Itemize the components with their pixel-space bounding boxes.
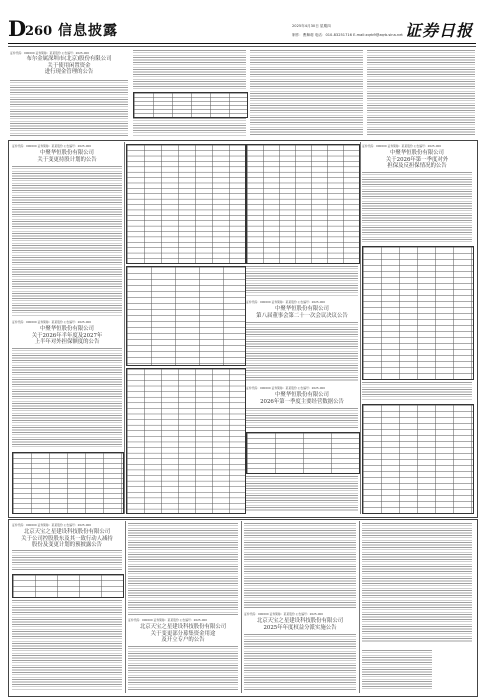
- article-body: [246, 266, 358, 296]
- column-divider: [241, 521, 242, 693]
- article-body: [246, 322, 358, 382]
- data-table: [246, 144, 360, 264]
- column-divider: [124, 142, 125, 514]
- article-body: [244, 634, 356, 690]
- article-body: [128, 646, 238, 690]
- article-title: 中聚华恒股份有限公司 关于2026年第一季度对外 担保及反担保情况的公告: [385, 150, 449, 170]
- article-title: 中聚华恒股份有限公司 关于变更持股计划的公告: [37, 150, 97, 163]
- article-title: 北京天宝之星建设科技股份有限公司 关于变更部分募集资金用途 及开立专户的公告: [139, 624, 227, 644]
- column-divider: [125, 521, 126, 693]
- article-body: [12, 550, 122, 570]
- article-body: [362, 650, 432, 690]
- stock-code: 证券代码：000000 证券简称：某某股份 公告编号：2025-000: [10, 51, 90, 55]
- article-body: [244, 523, 356, 609]
- stock-code: 证券代码：000000 证券简称：某某股份 公告编号：2025-000: [362, 144, 442, 148]
- column-divider: [360, 142, 361, 514]
- issue-date: 2025年4月30日 星期四: [292, 24, 331, 28]
- article-body: [246, 476, 358, 512]
- article-body: [362, 382, 472, 400]
- newspaper-logo: 证券日报: [405, 21, 474, 40]
- data-table: [12, 452, 124, 514]
- stock-code: 证券代码：000000 证券简称：某某股份 公告编号：2025-000: [12, 320, 92, 324]
- article-body: [367, 50, 475, 136]
- page-number: 260: [25, 24, 53, 39]
- stock-code: 证券代码：000000 证券简称：某某股份 公告编号：2025-000: [246, 386, 326, 390]
- article-body: [362, 172, 472, 242]
- article-title: 中聚华恒股份有限公司 2026年第一季度主要经营数据公告: [260, 392, 344, 405]
- stock-code: 证券代码：000000 证券简称：某某股份 公告编号：2025-000: [246, 300, 326, 304]
- article-body: [133, 50, 246, 90]
- article-body: [362, 523, 472, 643]
- data-table: [362, 246, 474, 380]
- editor-contact: 制作：曹舞莉 电话：010-83251716 E-mail:zqrb9@zqrb.sina.net: [292, 33, 403, 37]
- article-body: [12, 600, 122, 690]
- article-body: [246, 408, 358, 428]
- data-table: [12, 574, 124, 598]
- top-section: [8, 48, 476, 138]
- article-title: 布尔金属深圳市(北京)股份有限公司 关于使用闲置资金 进行现金管理的公告: [26, 56, 112, 76]
- article-body: [250, 50, 363, 136]
- data-table: [362, 404, 474, 514]
- stock-code: 证券代码：000000 证券简称：某某股份 公告编号：2025-000: [12, 523, 92, 527]
- header-rule-thin: [8, 46, 476, 47]
- data-table: [246, 432, 360, 474]
- data-table: [133, 92, 248, 118]
- stock-code: 证券代码：000000 证券简称：某某股份 公告编号：2025-000: [244, 612, 324, 616]
- data-table: [126, 368, 246, 514]
- article-title: 北京天宝之星建设科技股份有限公司 2025年年度权益分派实施公告: [256, 618, 344, 631]
- data-table: [126, 144, 246, 264]
- column-divider: [359, 521, 360, 693]
- data-table: [126, 266, 246, 366]
- section-letter: D: [8, 16, 27, 41]
- header-rule: [8, 43, 476, 44]
- article-title: 中聚华恒股份有限公司 关于2026年半年度及2027年 上半年对外担保额度的公告: [31, 326, 103, 346]
- article-title: 北京天宝之星建设科技股份有限公司 关于公司控股股东及其一致行动人减持 股份及变更计划的预披露公告: [21, 529, 113, 549]
- article-body: [10, 80, 128, 136]
- article-body: [12, 348, 122, 448]
- article-body: [12, 166, 122, 316]
- article-body: [133, 118, 246, 136]
- article-title: 中聚华恒股份有限公司 第八届董事会第二十一次会议决议公告: [256, 306, 348, 319]
- stock-code: 证券代码：000000 证券简称：某某股份 公告编号：2025-000: [12, 144, 92, 148]
- stock-code: 证券代码：000000 证券简称：某某股份 公告编号：2025-000: [128, 618, 208, 622]
- section-title: 信息披露: [58, 23, 118, 39]
- article-body: [128, 523, 238, 615]
